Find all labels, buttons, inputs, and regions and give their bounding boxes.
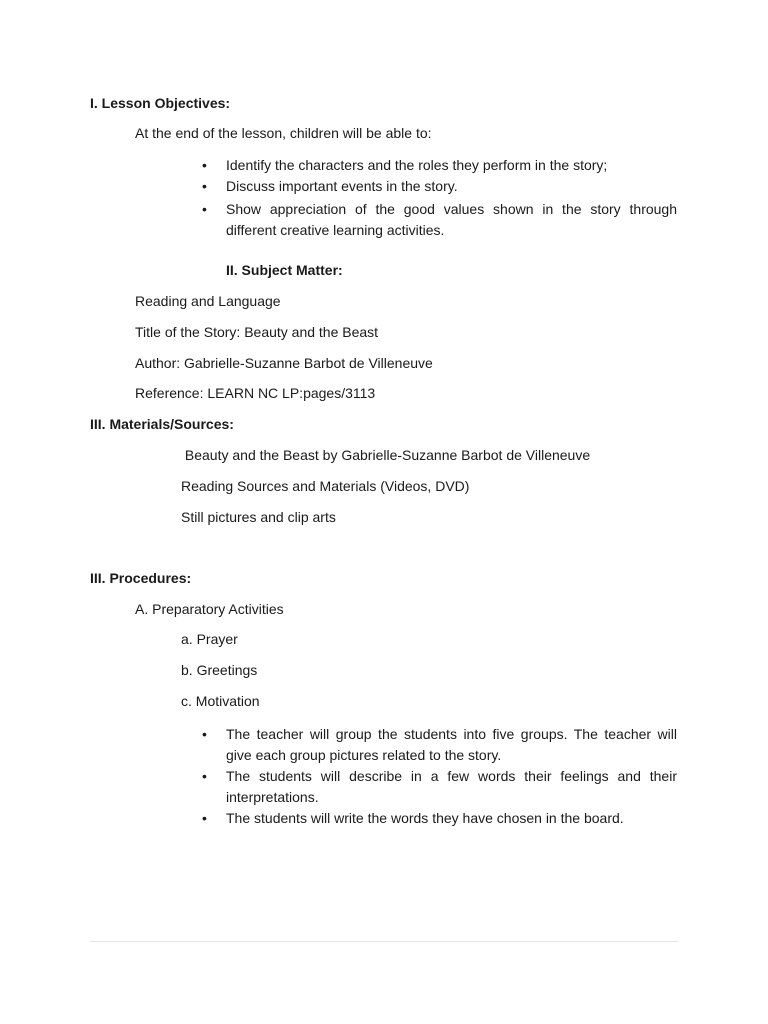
footer-divider (90, 941, 678, 942)
list-item (202, 199, 677, 240)
subject-line: Reading and Language (135, 293, 281, 309)
objectives-intro: At the end of the lesson, children will be able to: (135, 125, 432, 141)
author-line: Author: Gabrielle-Suzanne Barbot de Villeneuve (135, 355, 433, 371)
bullet-icon: • (202, 768, 207, 784)
step-prayer: a. Prayer (181, 631, 238, 647)
subject-matter-heading: II. Subject Matter: (226, 262, 343, 278)
bullet-icon: • (202, 810, 207, 826)
reference-line: Reference: LEARN NC LP:pages/3113 (135, 385, 376, 401)
list-item (202, 808, 677, 829)
list-item (202, 766, 677, 807)
motivation-text: The students will write the words they have chosen in the board. (226, 810, 624, 826)
bullet-icon: • (202, 157, 207, 173)
procedures-heading: III. Procedures: (90, 570, 192, 586)
bullet-icon: • (202, 178, 207, 194)
preparatory-activities-subheading: A. Preparatory Activities (135, 601, 284, 617)
objective-text: Show appreciation of the good values shown in the story through different creative learning activities. (226, 201, 677, 238)
material-line: Still pictures and clip arts (181, 509, 336, 525)
story-title-line: Title of the Story: Beauty and the Beast (135, 324, 379, 340)
objective-text: Discuss important events in the story. (226, 178, 458, 194)
bullet-icon: • (202, 201, 207, 217)
step-motivation: c. Motivation (181, 693, 260, 709)
list-item (202, 155, 677, 176)
bullet-icon: • (202, 726, 207, 742)
material-line: Reading Sources and Materials (Videos, DVD) (181, 478, 470, 494)
step-greetings: b. Greetings (181, 662, 258, 678)
materials-heading: III. Materials/Sources: (90, 416, 234, 432)
motivation-text: The teacher will group the students into five groups. The teacher will give each group pictures related to the story. (226, 726, 677, 763)
objective-text: Identify the characters and the roles they perform in the story; (226, 157, 608, 173)
list-item (202, 176, 677, 197)
motivation-text: The students will describe in a few words their feelings and their interpretations. (226, 768, 677, 805)
lesson-objectives-heading: I. Lesson Objectives: (90, 95, 231, 111)
list-item (202, 724, 677, 765)
material-line: Beauty and the Beast by Gabrielle-Suzanne Barbot de Villeneuve (181, 447, 591, 463)
